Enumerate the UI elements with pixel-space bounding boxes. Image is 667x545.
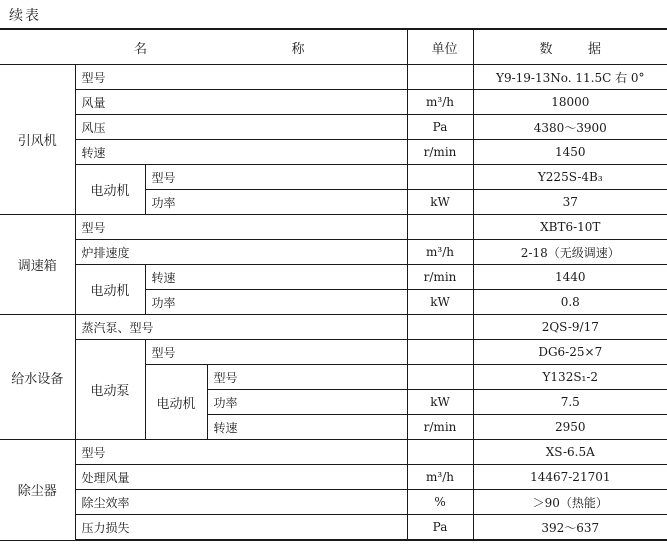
gearbox-motor-label: 电动机 <box>75 265 145 315</box>
table-caption: 续表 <box>9 8 41 24</box>
table-row <box>0 515 667 541</box>
water-pump-model-value: DG6-25×7 <box>473 340 667 365</box>
fan-airflow-unit: m³/h <box>407 90 473 115</box>
dust-efficiency-unit: % <box>407 490 473 515</box>
water-motor-model-unit <box>407 365 473 390</box>
water-steam-pump-unit <box>407 315 473 340</box>
fan-motor-model-value: Y225S-4B₃ <box>473 165 667 190</box>
gearbox-model-label: 型号 <box>75 215 407 240</box>
fan-model-unit <box>407 65 473 90</box>
table-row <box>0 340 667 365</box>
dust-loss-unit: Pa <box>407 515 473 541</box>
fan-motor-model-unit <box>407 165 473 190</box>
water-pump-model-label: 型号 <box>145 340 407 365</box>
dust-model-label: 型号 <box>75 440 407 465</box>
water-motor-label: 电动机 <box>145 365 207 440</box>
table-row <box>0 215 667 240</box>
header-unit <box>407 29 473 65</box>
table-row <box>0 265 667 290</box>
header-row <box>0 29 667 65</box>
water-motor-power-value: 7.5 <box>473 390 667 415</box>
fan-motor-power-unit: kW <box>407 190 473 215</box>
water-motor-power-unit: kW <box>407 390 473 415</box>
dust-airflow-label: 处理风量 <box>75 465 407 490</box>
water-electric-pump-label: 电动泵 <box>75 340 145 440</box>
fan-pressure-label: 风压 <box>75 115 407 140</box>
gearbox-motor-power-label: 功率 <box>145 290 407 315</box>
table-row <box>0 440 667 465</box>
gearbox-motor-speed-value: 1440 <box>473 265 667 290</box>
table-row <box>0 90 667 115</box>
water-motor-model-label: 型号 <box>207 365 407 390</box>
fan-pressure-unit: Pa <box>407 115 473 140</box>
gearbox-grate-unit: m³/h <box>407 240 473 265</box>
water-steam-pump-label: 蒸汽泵、型号 <box>75 315 407 340</box>
dust-loss-label: 压力损失 <box>75 515 407 541</box>
water-steam-pump-value: 2QS-9/17 <box>473 315 667 340</box>
dust-efficiency-label: 除尘效率 <box>75 490 407 515</box>
header-name-left: 名 <box>134 41 148 57</box>
dust-model-unit <box>407 440 473 465</box>
table-row <box>0 490 667 515</box>
fan-model-label: 型号 <box>75 65 407 90</box>
fan-model-value: Y9-19-13No. 11.5C 右 0° <box>473 65 667 90</box>
fan-pressure-value: 4380～3900 <box>473 115 667 140</box>
gearbox-motor-power-value: 0.8 <box>473 290 667 315</box>
header-data-left: 数 <box>539 41 553 57</box>
table-row <box>0 165 667 190</box>
gearbox-motor-speed-unit: r/min <box>407 265 473 290</box>
dust-group <box>0 440 667 541</box>
gearbox-label: 调速箱 <box>0 215 75 315</box>
table-row <box>0 240 667 265</box>
header-name-right: 称 <box>291 41 305 57</box>
header-data <box>473 29 667 65</box>
fan-speed-value: 1450 <box>473 140 667 165</box>
fan-speed-label: 转速 <box>75 140 407 165</box>
table-row <box>0 115 667 140</box>
water-pump-model-unit <box>407 340 473 365</box>
equipment-spec-table <box>0 28 667 541</box>
gearbox-grate-value: 2-18（无级调速） <box>473 240 667 265</box>
gearbox-motor-speed-label: 转速 <box>145 265 407 290</box>
header-unit-left: 单 <box>431 41 445 57</box>
header-data-right: 据 <box>588 41 602 57</box>
gearbox-model-value: XBT6-10T <box>473 215 667 240</box>
dust-loss-value: 392～637 <box>473 515 667 541</box>
dust-airflow-value: 14467-21701 <box>473 465 667 490</box>
gearbox-group <box>0 215 667 315</box>
dust-label: 除尘器 <box>0 440 75 541</box>
dust-efficiency-value: ＞90（热能） <box>473 490 667 515</box>
fan-group <box>0 65 667 215</box>
fan-speed-unit: r/min <box>407 140 473 165</box>
water-motor-speed-unit: r/min <box>407 415 473 440</box>
fan-airflow-value: 18000 <box>473 90 667 115</box>
gearbox-model-unit <box>407 215 473 240</box>
header-unit-right: 位 <box>444 41 458 57</box>
fan-motor-power-label: 功率 <box>145 190 407 215</box>
table-row <box>0 315 667 340</box>
fan-motor-power-value: 37 <box>473 190 667 215</box>
water-motor-speed-value: 2950 <box>473 415 667 440</box>
fan-motor-label: 电动机 <box>75 165 145 215</box>
water-motor-power-label: 功率 <box>207 390 407 415</box>
gearbox-grate-label: 炉排速度 <box>75 240 407 265</box>
water-label: 给水设备 <box>0 315 75 440</box>
header-name <box>0 29 407 65</box>
water-motor-model-value: Y132S₁-2 <box>473 365 667 390</box>
dust-airflow-unit: m³/h <box>407 465 473 490</box>
water-group <box>0 315 667 440</box>
water-motor-speed-label: 转速 <box>207 415 407 440</box>
table-row <box>0 140 667 165</box>
dust-model-value: XS-6.5A <box>473 440 667 465</box>
table-row <box>0 65 667 90</box>
table-row <box>0 465 667 490</box>
fan-label: 引风机 <box>0 65 75 215</box>
gearbox-motor-power-unit: kW <box>407 290 473 315</box>
fan-airflow-label: 风量 <box>75 90 407 115</box>
fan-motor-model-label: 型号 <box>145 165 407 190</box>
